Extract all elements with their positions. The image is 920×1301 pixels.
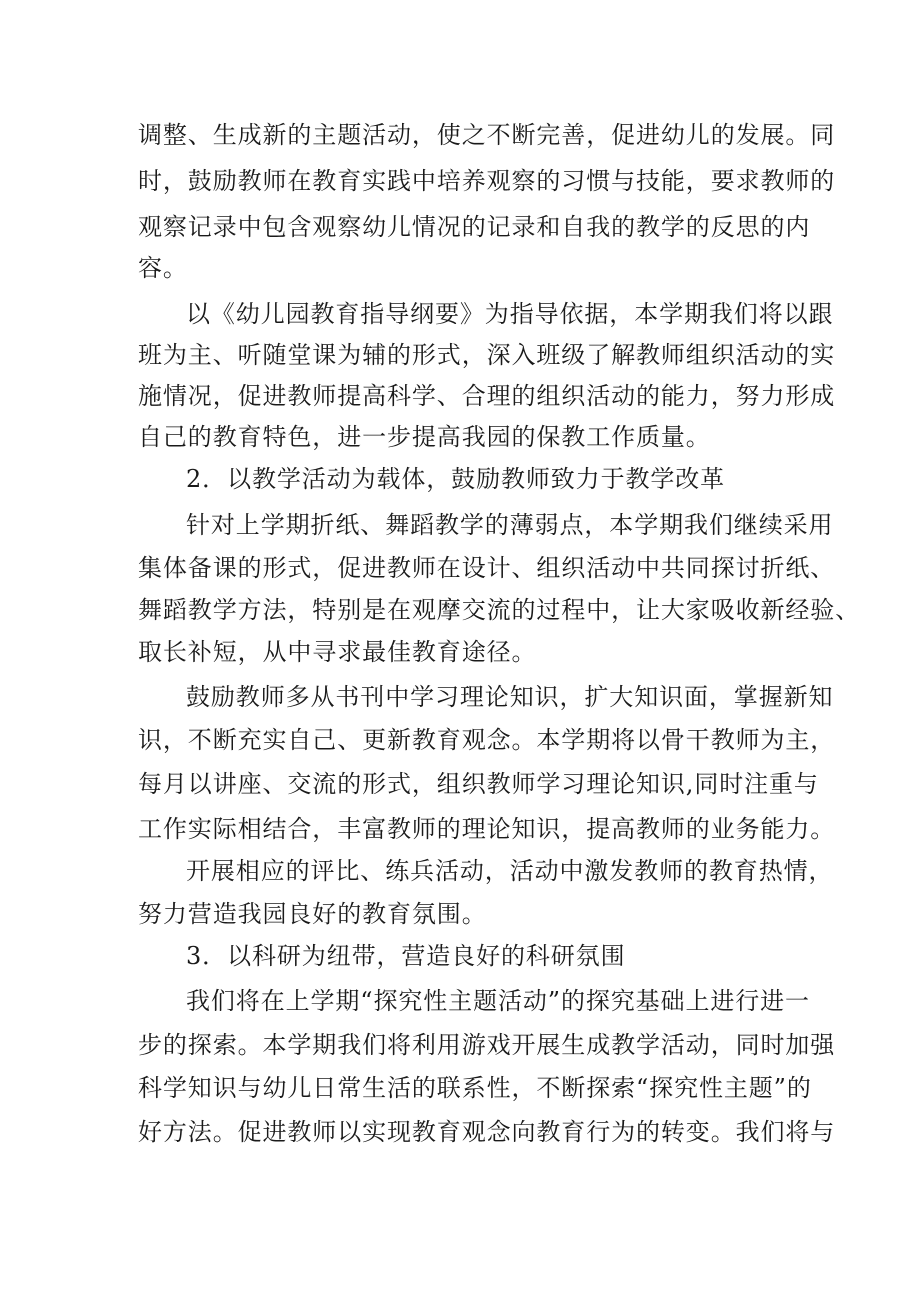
paragraph-4-line-2: 识，不断充实自己、更新教育观念。本学期将以骨干教师为主， — [138, 726, 836, 754]
paragraph-6-line-2: 步的探索。本学期我们将利用游戏开展生成教学活动，同时加强 — [138, 1031, 836, 1059]
paragraph-3-line-3: 舞蹈教学方法，特别是在观摩交流的过程中，让大家吸收新经验、 — [138, 596, 861, 624]
paragraph-6-line-1: 我们将在上学期“探究性主题活动”的探究基础上进行进一 — [186, 987, 810, 1015]
section-heading-2: 2．以教学活动为载体，鼓励教师致力于教学改革 — [186, 465, 726, 493]
paragraph-1-line-1: 调整、生成新的主题活动，使之不断完善，促进幼儿的发展。同 — [138, 121, 836, 149]
paragraph-4-line-4: 工作实际相结合，丰富教师的理论知识，提高教师的业务能力。 — [138, 815, 836, 843]
paragraph-6-line-3: 科学知识与幼儿日常生活的联系性，不断探索“探究性主题”的 — [138, 1074, 812, 1102]
paragraph-1-line-2: 时，鼓励教师在教育实践中培养观察的习惯与技能，要求教师的 — [138, 167, 836, 195]
paragraph-3-line-1: 针对上学期折纸、舞蹈教学的薄弱点，本学期我们继续采用 — [186, 511, 834, 539]
section-heading-3: 3．以科研为纽带，营造良好的科研氛围 — [186, 942, 626, 970]
paragraph-1-line-3: 观察记录中包含观察幼儿情况的记录和自我的教学的反思的内 — [138, 213, 811, 241]
paragraph-2-line-4: 自己的教育特色，进一步提高我园的保教工作质量。 — [138, 423, 711, 451]
paragraph-3-line-2: 集体备课的形式，促进教师在设计、组织活动中共同探讨折纸、 — [138, 554, 836, 582]
paragraph-6-line-4: 好方法。促进教师以实现教育观念向教育行为的转变。我们将与 — [138, 1118, 836, 1146]
paragraph-1-line-4: 容。 — [138, 254, 188, 282]
paragraph-2-line-1: 以《幼儿园教育指导纲要》为指导依据，本学期我们将以跟 — [186, 300, 834, 328]
paragraph-5-line-1: 开展相应的评比、练兵活动，活动中激发教师的教育热情， — [186, 857, 834, 885]
paragraph-4-line-3: 每月以讲座、交流的形式，组织教师学习理论知识,同时注重与 — [138, 770, 819, 798]
paragraph-2-line-3: 施情况，促进教师提高科学、合理的组织活动的能力，努力形成 — [138, 382, 836, 410]
paragraph-4-line-1: 鼓励教师多从书刊中学习理论知识，扩大知识面，掌握新知 — [186, 683, 834, 711]
paragraph-3-line-4: 取长补短，从中寻求最佳教育途径。 — [138, 638, 537, 666]
paragraph-2-line-2: 班为主、听随堂课为辅的形式，深入班级了解教师组织活动的实 — [138, 341, 836, 369]
paragraph-5-line-2: 努力营造我园良好的教育氛围。 — [138, 900, 487, 928]
